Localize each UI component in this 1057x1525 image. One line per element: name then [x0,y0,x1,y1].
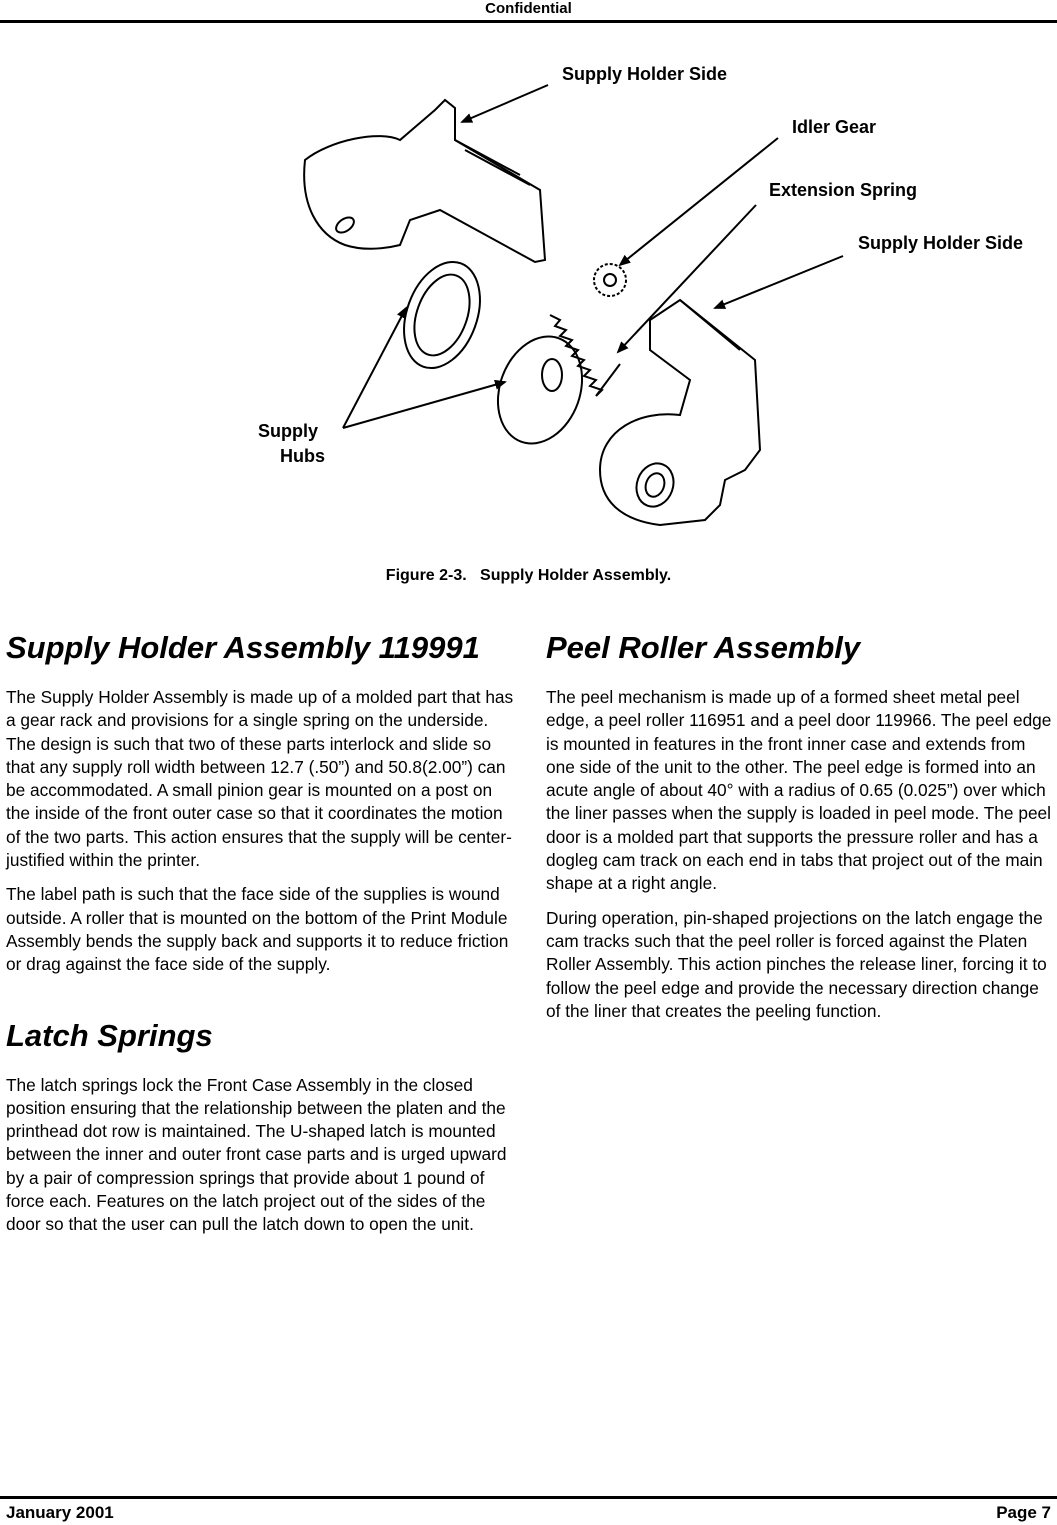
header-rule [0,20,1057,23]
peel-roller-heading: Peel Roller Assembly [546,630,861,665]
callout-supply-holder-side-top: Supply Holder Side [562,64,728,84]
footer-page-number: Page 7 [996,1503,1051,1522]
left-column [6,628,516,1248]
upper-holder-side [304,100,545,262]
header-title: Confidential [485,0,572,17]
supply-holder-heading: Supply Holder Assembly 119991 [6,630,480,665]
supply-holder-paragraph-1: The Supply Holder Assembly is made up of a molded part that has a gear rack and provisions for a single spring on the underside. The design is such that two of these parts interlock and slide so that any supply roll width between 12.7 (.50”) and 50.8(2.00”) can be accommodated. A small pinion gear is mounted on a post on the inside of the front outer case so that it coordinates the motion of the two parts. This action ensures that the supply will be center-justified within the printer. [6,687,514,871]
lower-holder-side [600,300,760,525]
peel-roller-paragraph-1: The peel mechanism is made up of a formed sheet metal peel edge, a peel roller 116951 and a peel door 119966. The peel edge is mounted in features in the front inner case and extends from one side of the unit to the other. The peel edge is formed into an acute angle of about 40° with a radius of 0.65 (0.025”) over which the liner passes when the supply is loaded in peel mode. The peel door is a molded part that supports the pressure roller and has a dogleg cam track on each end in tabs that project out of the main shape at a right angle. [546,687,1052,894]
supply-holder-paragraph-2: The label path is such that the face side of the supplies is wound outside. A roller that is mounted on the bottom of the Print Module Assembly bends the supply back and supports it to reduce friction or drag against the face side of the supply. [6,884,509,975]
footer-rule [0,1496,1057,1499]
latch-springs-heading: Latch Springs [6,1017,213,1053]
supply-hub-disc [484,325,597,456]
footer-date: January 2001 [6,1503,114,1522]
callout-idler-gear: Idler Gear [792,117,877,137]
callout-extension-spring: Extension Spring [769,180,918,200]
right-column [546,628,1056,1034]
figure-caption: Figure 2-3. Supply Holder Assembly. [385,567,672,584]
supply-holder-illustration [0,30,1057,550]
callout-supply-hubs-line1: Supply [258,421,319,441]
latch-springs-paragraph-1: The latch springs lock the Front Case Assembly in the closed position ensuring that the relationship between the platen and the printhead dot row is maintained. The U-shaped latch is mounted between the inner and outer front case parts and is urged upward by a pair of compression springs that provide about 1 pound of force each. Features on the latch project out of the sides of the door so that the user can pull the latch down to open the unit. [6,1074,507,1235]
peel-roller-paragraph-2: During operation, pin-shaped projections on the latch engage the cam tracks such that the peel roller is forced against the Platen Roller Assembly. This action pinches the release liner, forcing it to follow the peel edge and provide the necessary direction change of the liner that creates the peeling function. [546,907,1047,1021]
callout-supply-hubs-line2: Hubs [280,446,325,466]
supply-holder-figure [0,30,1057,550]
callout-supply-holder-side-right: Supply Holder Side [858,233,1024,253]
